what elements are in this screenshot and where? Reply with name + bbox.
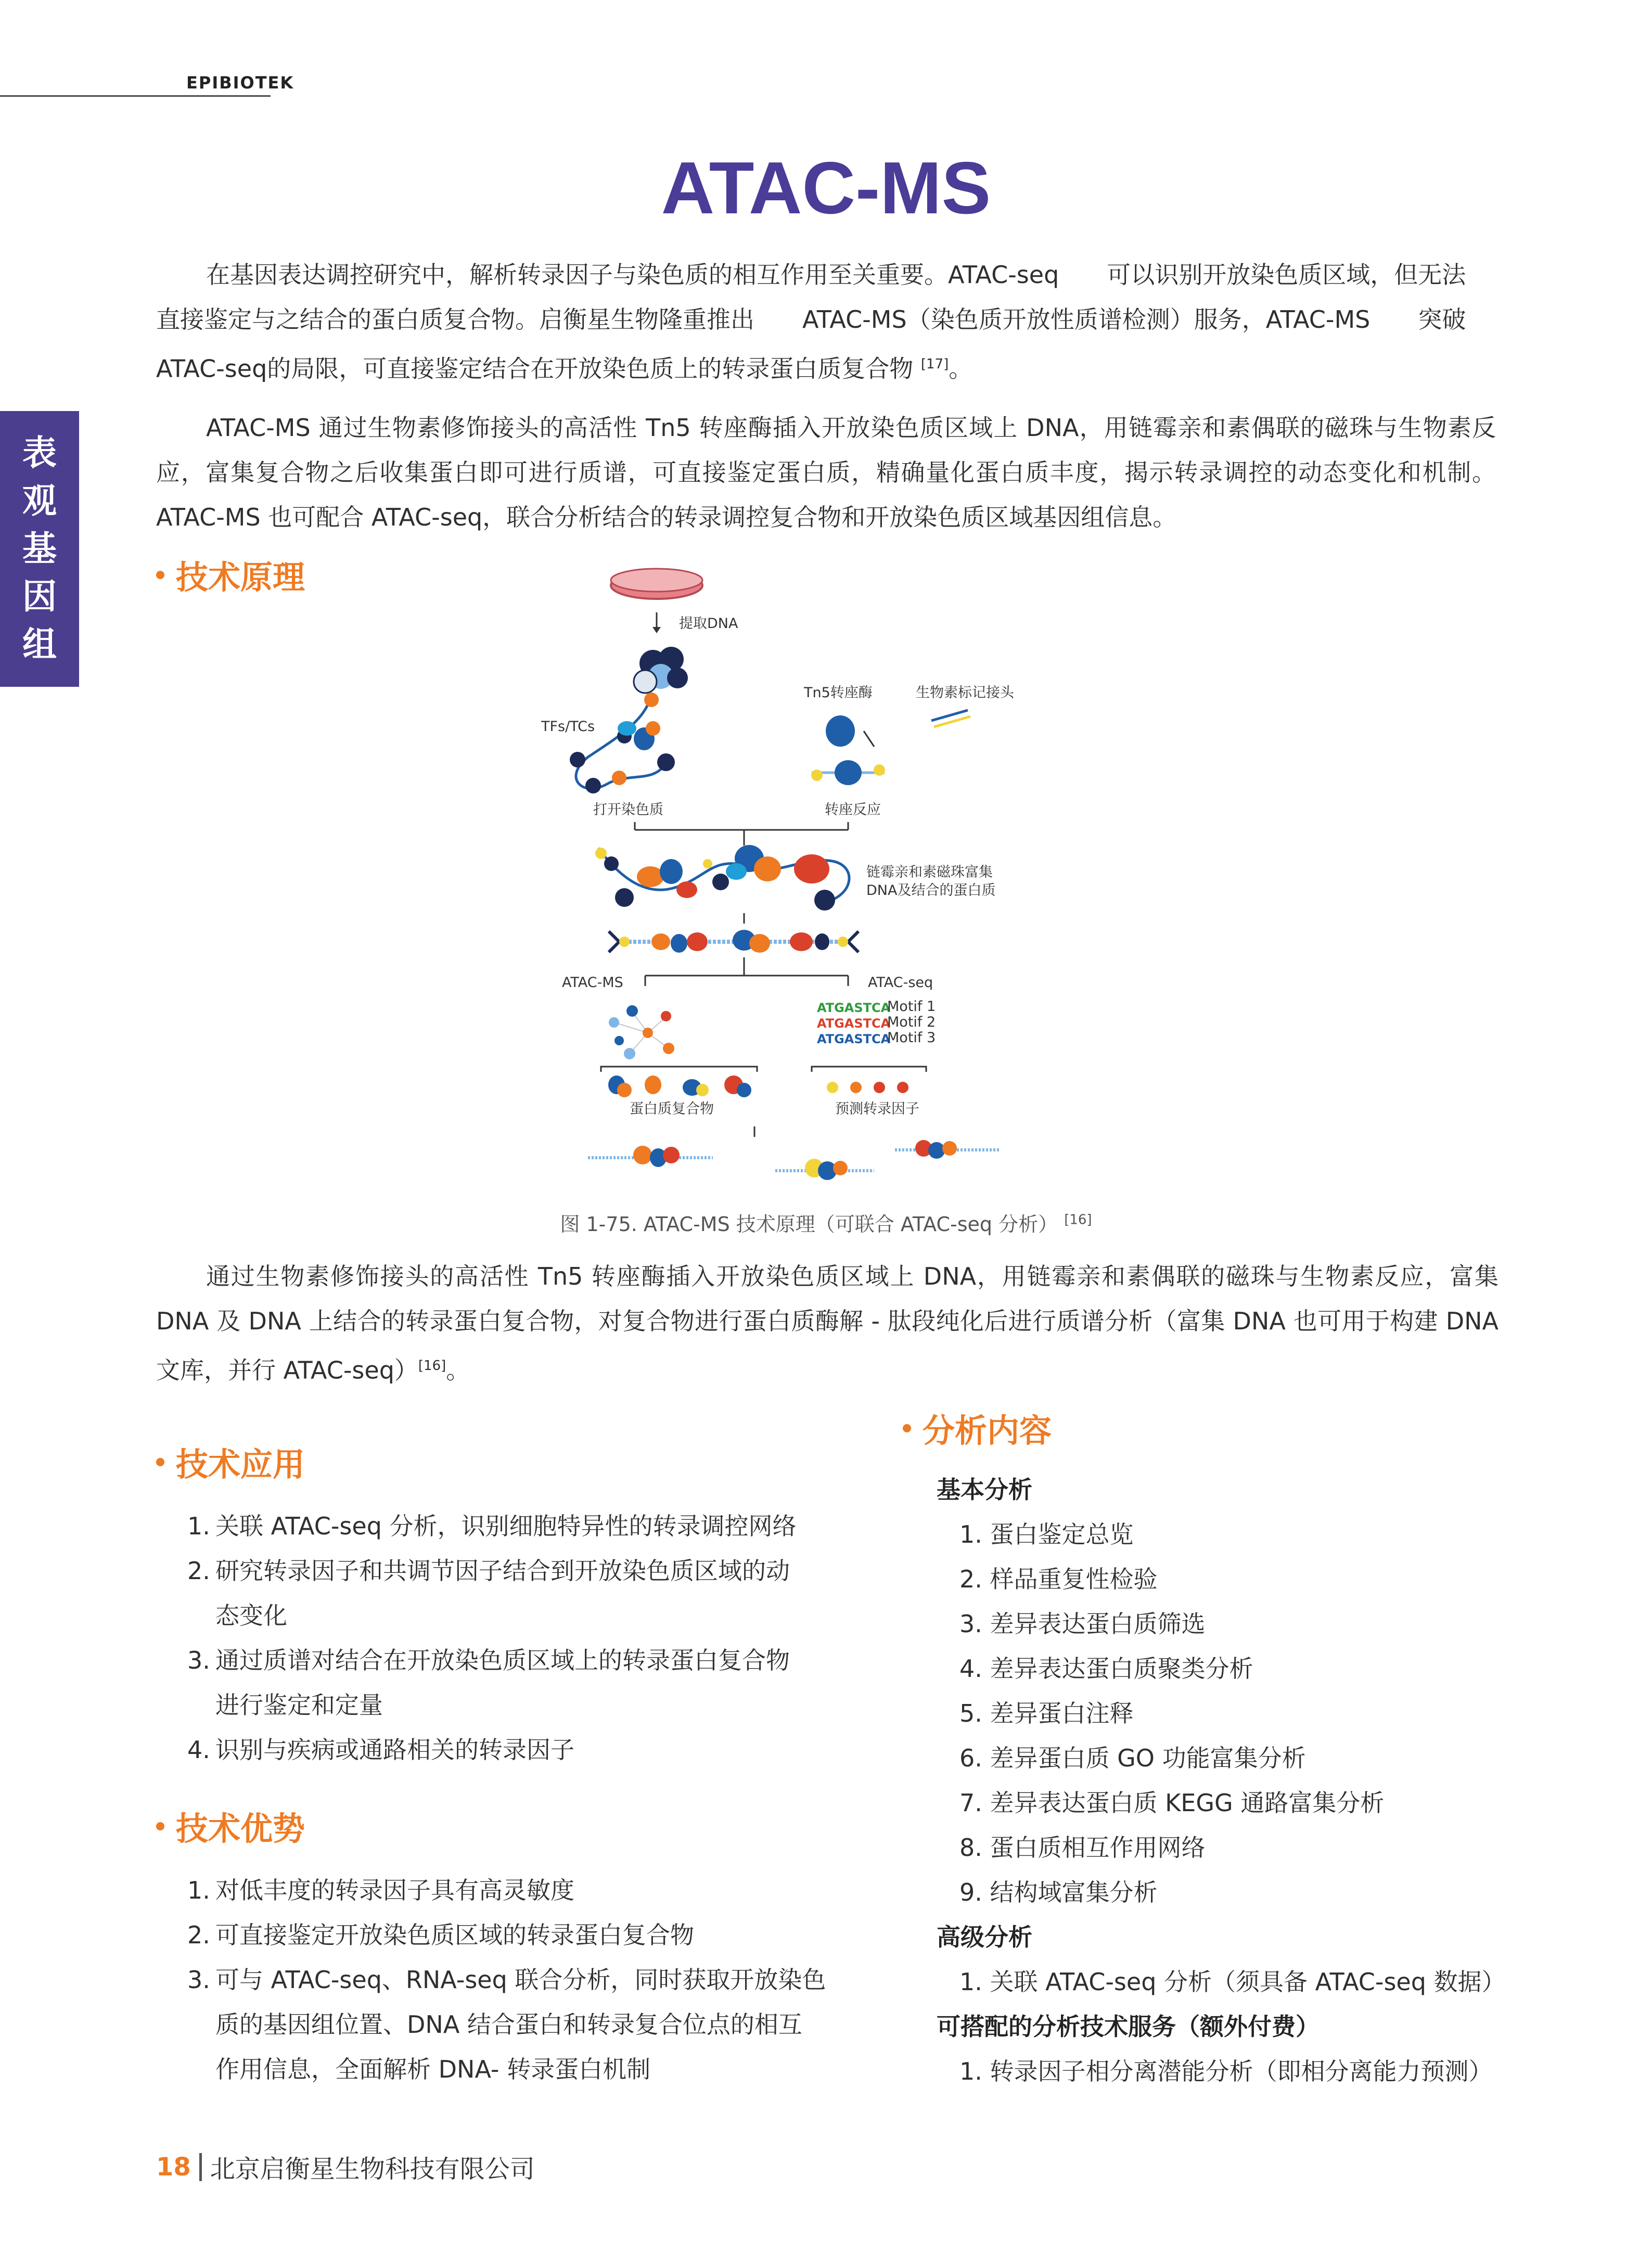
label-tfs: TFs/TCs xyxy=(541,719,595,735)
chromatin-cluster-icon xyxy=(634,647,688,693)
section-heading-advantage xyxy=(156,1803,305,1849)
list-item: 1. 转录因子相分离潜能分析（即相分离能力预测） xyxy=(959,2057,1493,2085)
description-body: 通过生物素修饰接头的高活性 Tn5 转座酶插入开放染色质区域上 DNA，用链霉亲和素偶联的磁珠与生物素反应，富集 DNA 及 DNA 上结合的转录蛋白复合物，对复合物进行蛋白质酶解 - 肽段纯化后进行质谱分析（富集 DNA 也可用于构建 DNA 文库，并行 ATAC-seq） xyxy=(156,1262,1499,1385)
motif-sequence: ATGASTCA xyxy=(817,1032,891,1046)
side-tab-char: 因 xyxy=(22,576,57,617)
bullet-dot-icon xyxy=(903,1424,911,1432)
label-motif-1: Motif 1 xyxy=(887,998,936,1015)
label-enrich-1: 链霉亲和素磁珠富集 xyxy=(866,864,993,880)
item-line: 识别与疾病或通路相关的转录因子 xyxy=(215,1736,574,1764)
figure-caption xyxy=(0,1208,1652,1237)
item-line: 通过质谱对结合在开放染色质区域上的转录蛋白复合物 xyxy=(215,1646,790,1674)
item-line: 对低丰度的转录因子具有高灵敏度 xyxy=(215,1876,574,1904)
side-tab-char: 表 xyxy=(22,433,57,473)
list-item xyxy=(187,1913,864,1957)
list-item: 2. 样品重复性检验 xyxy=(959,1565,1158,1593)
page-number: 18 xyxy=(156,2152,191,2182)
label-complex: 蛋白质复合物 xyxy=(630,1101,714,1117)
item-line: 可直接鉴定开放染色质区域的转录蛋白复合物 xyxy=(215,1921,694,1949)
list-item: 1. 关联 ATAC-seq 分析（须具备 ATAC-seq 数据） xyxy=(959,1968,1506,1996)
company-name: 北京启衡星生物科技有限公司 xyxy=(210,2155,535,2184)
section-heading-analysis xyxy=(903,1405,1052,1451)
bullet-dot-icon xyxy=(156,571,164,579)
header-rule xyxy=(0,95,271,97)
list-item: 3. 差异表达蛋白质筛选 xyxy=(959,1610,1206,1638)
list-item: 8. 蛋白质相互作用网络 xyxy=(959,1834,1206,1862)
item-number: 3. xyxy=(187,1966,210,1994)
list-item: 4. 差异表达蛋白质聚类分析 xyxy=(959,1655,1253,1683)
list-item xyxy=(187,1548,864,1638)
label-biotin: 生物素标记接头 xyxy=(916,685,1014,701)
list-item xyxy=(187,1727,864,1772)
side-tab-char: 观 xyxy=(22,481,57,521)
label-open-chromatin: 打开染色质 xyxy=(593,802,663,818)
bullet-dot-icon xyxy=(156,1822,164,1830)
label-atacseq: ATAC-seq xyxy=(868,975,933,991)
label-motif-3: Motif 3 xyxy=(887,1030,936,1046)
item-number: 4. xyxy=(187,1736,210,1764)
description-end: 。 xyxy=(446,1356,470,1385)
application-list xyxy=(187,1504,864,1772)
intro-p1-line3 xyxy=(156,342,1496,391)
citation: [16] xyxy=(1064,1212,1092,1228)
item-line: 进行鉴定和定量 xyxy=(215,1691,383,1719)
list-item: 6. 差异蛋白质 GO 功能富集分析 xyxy=(959,1744,1306,1772)
citation: [17] xyxy=(920,356,949,372)
analysis-subheading-advanced: 高级分析 xyxy=(937,1923,1032,1951)
list-item: 7. 差异表达蛋白质 KEGG 通路富集分析 xyxy=(959,1789,1385,1817)
section-title: 技术原理 xyxy=(176,558,305,596)
section-heading-principle xyxy=(156,552,305,598)
side-category-tab xyxy=(0,411,79,687)
label-tn5: Tn5转座酶 xyxy=(804,685,873,701)
intro-block xyxy=(156,252,1496,540)
label-enrich-2: DNA及结合的蛋白质 xyxy=(866,882,996,899)
list-item xyxy=(187,1504,864,1548)
item-number: 2. xyxy=(187,1557,210,1585)
list-item xyxy=(187,1638,864,1727)
brand-name: EPIBIOTEK xyxy=(186,73,294,93)
list-item: 9. 结构域富集分析 xyxy=(959,1878,1158,1906)
item-line: 研究转录因子和共调节因子结合到开放染色质区域的动 xyxy=(215,1557,790,1585)
item-number: 1. xyxy=(187,1512,210,1540)
label-atacms: ATAC-MS xyxy=(562,975,623,991)
caption-text: 图 1-75. ATAC-MS 技术原理（可联合 ATAC-seq 分析） xyxy=(560,1213,1058,1236)
intro-p2: ATAC-MS 通过生物素修饰接头的高活性 Tn5 转座酶插入开放染色质区域上 DNA，用链霉亲和素偶联的磁珠与生物素反应，富集复合物之后收集蛋白即可进行质谱，可直接鉴定蛋白质，精确量化蛋白质丰度，揭示转录调控的动态变化和机制。ATAC-MS 也可配合 ATAC-seq，联合分析结合的转录调控复合物和开放染色质区域基因组信息。 xyxy=(156,414,1496,532)
page-title: ATAC-MS xyxy=(661,147,991,229)
side-tab-char: 基 xyxy=(22,529,57,569)
motif-logo-icon xyxy=(817,1001,891,1046)
item-number: 2. xyxy=(187,1921,210,1949)
bullet-dot-icon xyxy=(156,1458,164,1466)
side-tab-char: 组 xyxy=(22,624,57,664)
section-title: 技术优势 xyxy=(176,1810,305,1848)
page-footer xyxy=(156,2149,535,2185)
item-number: 3. xyxy=(187,1646,210,1674)
label-predict: 预测转录因子 xyxy=(835,1101,919,1117)
intro-p1-line3-text: ATAC-seq的局限，可直接鉴定结合在开放染色质上的转录蛋白质复合物 xyxy=(156,354,914,383)
citation: [16] xyxy=(418,1358,446,1374)
intro-p1-end: 。 xyxy=(949,354,973,383)
footer-divider xyxy=(199,2153,202,2181)
item-line: 态变化 xyxy=(215,1602,287,1630)
list-item: 5. 差异蛋白注释 xyxy=(959,1699,1134,1727)
protein-network-icon xyxy=(614,1012,669,1054)
motif-sequence: ATGASTCA xyxy=(817,1016,891,1031)
item-line: 作用信息，全面解析 DNA- 转录蛋白机制 xyxy=(215,2055,651,2083)
motif-sequence: ATGASTCA xyxy=(817,1001,891,1015)
list-item: 1. 蛋白鉴定总览 xyxy=(959,1520,1134,1548)
section-title: 技术应用 xyxy=(176,1445,305,1483)
intro-p1-line2: 直接鉴定与之结合的蛋白质复合物。启衡星生物隆重推出 ATAC-MS（染色质开放性质谱检测）服务，ATAC-MS 突破 xyxy=(156,305,1466,334)
list-item xyxy=(187,1868,864,1913)
list-item xyxy=(187,1957,864,2092)
analysis-list xyxy=(937,1467,1561,2094)
item-number: 1. xyxy=(187,1876,210,1904)
item-line: 关联 ATAC-seq 分析，识别细胞特异性的转录调控网络 xyxy=(215,1512,797,1540)
figure-description-text xyxy=(156,1254,1499,1392)
item-line: 可与 ATAC-seq、RNA-seq 联合分析，同时获取开放染色 xyxy=(215,1966,826,1994)
label-motif-2: Motif 2 xyxy=(887,1014,936,1030)
analysis-subheading-basic: 基本分析 xyxy=(937,1476,1032,1504)
label-extract: 提取DNA xyxy=(679,616,738,632)
advantage-list xyxy=(187,1868,864,2092)
label-transposition: 转座反应 xyxy=(825,802,881,818)
atac-ms-principle-diagram xyxy=(541,565,1113,1199)
intro-p1-line1: 在基因表达调控研究中，解析转录因子与染色质的相互作用至关重要。ATAC-seq 可以识别开放染色质区域，但无法 xyxy=(206,261,1466,289)
cell-dish-icon xyxy=(611,569,702,599)
figure-description xyxy=(156,1254,1499,1392)
section-title: 分析内容 xyxy=(923,1412,1052,1450)
analysis-subheading-extra: 可搭配的分析技术服务（额外付费） xyxy=(937,2013,1320,2041)
item-line: 质的基因组位置、DNA 结合蛋白和转录复合位点的相互 xyxy=(215,2010,802,2039)
section-heading-application xyxy=(156,1439,305,1485)
